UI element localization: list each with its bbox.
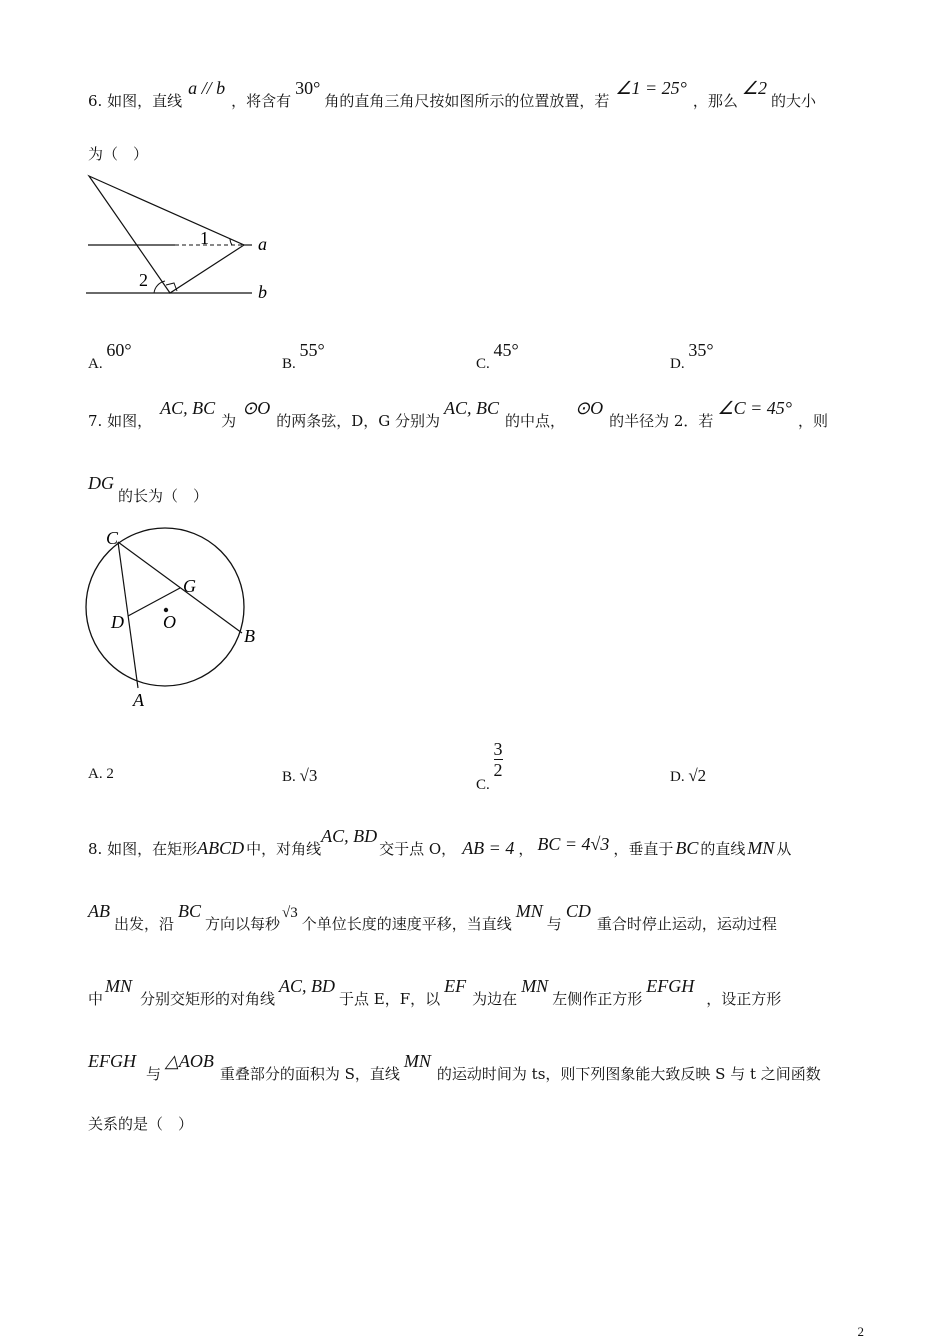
q6-option-d: D. 35°: [670, 340, 714, 372]
q7-option-c-fraction: $\frac{3}{2}$: [493, 739, 503, 780]
q7-label-b: B: [244, 626, 255, 646]
q6-label-a: a: [258, 234, 267, 254]
q8-speed-expr: √3: [282, 905, 298, 921]
q7-stem-line2: DG的长为（ ）: [88, 473, 209, 505]
q6-option-c: C. 45°: [476, 340, 519, 372]
q6-label-1: 1: [200, 228, 209, 248]
q7-figure: [80, 522, 280, 714]
q7-dg-expr: DG: [88, 473, 114, 493]
q7-option-d: D. √2: [670, 766, 707, 785]
q8-stem-line3: 中MN分别交矩形的对角线AC, BD于点 E，F，以EF为边在MN左侧作正方形EFGH，设正方形: [88, 976, 782, 1008]
q7-label-o: O: [163, 612, 176, 632]
q8-stem-line2: AB出发，沿BC方向以每秒√3个单位长度的速度平移，当直线MN与CD重合时停止运动，运动过程: [88, 901, 777, 933]
q7-label-d: D: [111, 612, 124, 632]
q7-circle-expr-2: ⊙O: [575, 398, 604, 418]
q8-ef-ref: EF: [444, 976, 467, 996]
q8-square-ref: EFGH: [646, 976, 695, 996]
q7-circle-expr: ⊙O: [242, 398, 271, 418]
q8-ab-expr: AB = 4: [462, 838, 515, 858]
q8-triangle-ref: △AOB: [165, 1051, 214, 1071]
q7-label-g: G: [183, 576, 196, 596]
q7-option-c: C. $\frac{3}{2}$: [476, 739, 503, 793]
page-number: 2: [857, 1324, 864, 1339]
q6-figure: [80, 168, 300, 308]
q8-stem-line5: 关系的是（ ）: [88, 1115, 194, 1133]
q6-triangle: [89, 176, 244, 293]
q8-rect-expr: ABCD: [197, 838, 245, 858]
q7-label-a: A: [133, 690, 144, 710]
q8-mn-ref-2: MN: [515, 901, 543, 921]
q7-angle-c-expr: ∠C = 45°: [717, 398, 792, 418]
q8-stem-line1: 8. 如图，在矩形ABCD 中，对角线AC, BD交于点 O， AB = 4 ， BC = 4√3 ，垂直于 BC 的直线 MN 从: [88, 826, 792, 858]
q7-label-c: C: [106, 528, 119, 548]
q7-option-a: A. 2: [88, 766, 114, 782]
q7-chords-expr: AC, BC: [160, 398, 216, 418]
q8-mn-ref: MN: [747, 838, 775, 858]
q7-stem-line1: 7. 如图，AC, BC为⊙O的两条弦，D，G 分别为AC, BC的中点，⊙O的半径为 2．若∠C = 45°，则: [88, 398, 828, 430]
q6-label-b: b: [258, 282, 267, 302]
q6-label-2: 2: [139, 270, 148, 290]
q6-angle2-expr: ∠2: [741, 78, 767, 98]
q6-option-a: A. 60°: [88, 340, 132, 372]
q8-diagonals-expr: AC, BD: [321, 826, 378, 846]
q8-diagonals-expr-2: AC, BD: [279, 976, 336, 996]
q8-mn-ref-3: MN: [105, 976, 133, 996]
q7-circle: [86, 528, 244, 686]
q7-option-b: B. √3: [282, 766, 318, 785]
q6-parallel-expr: a // b: [188, 78, 226, 98]
q6-option-b: B. 55°: [282, 340, 325, 372]
q8-bc-expr: BC = 4√3: [537, 834, 610, 854]
q6-stem-line2: 为（ ）: [88, 145, 149, 163]
q7-chord-cb: [118, 542, 242, 633]
q8-square-ref-2: EFGH: [88, 1051, 136, 1071]
q6-stem-line1: 6. 如图，直线a // b，将含有30°角的直角三角尺按如图所示的位置放置，若∠1 = 25°，那么∠2的大小: [88, 78, 816, 110]
q7-chords-expr-2: AC, BC: [444, 398, 500, 418]
q8-mn-ref-5: MN: [403, 1051, 431, 1071]
q8-stem-line4: EFGH与△AOB重叠部分的面积为 S，直线MN的运动时间为 ts，则下列图象能大致反映 S 与 t 之间函数: [88, 1051, 821, 1083]
q8-bc-ref: BC: [675, 838, 699, 858]
q8-bc-ref-2: BC: [178, 901, 202, 921]
q8-ab-ref: AB: [88, 901, 110, 921]
q6-angle1-expr: ∠1 = 25°: [615, 78, 687, 98]
q8-cd-ref: CD: [565, 901, 591, 921]
q6-angle-30: 30°: [295, 78, 321, 98]
q8-mn-ref-4: MN: [521, 976, 549, 996]
